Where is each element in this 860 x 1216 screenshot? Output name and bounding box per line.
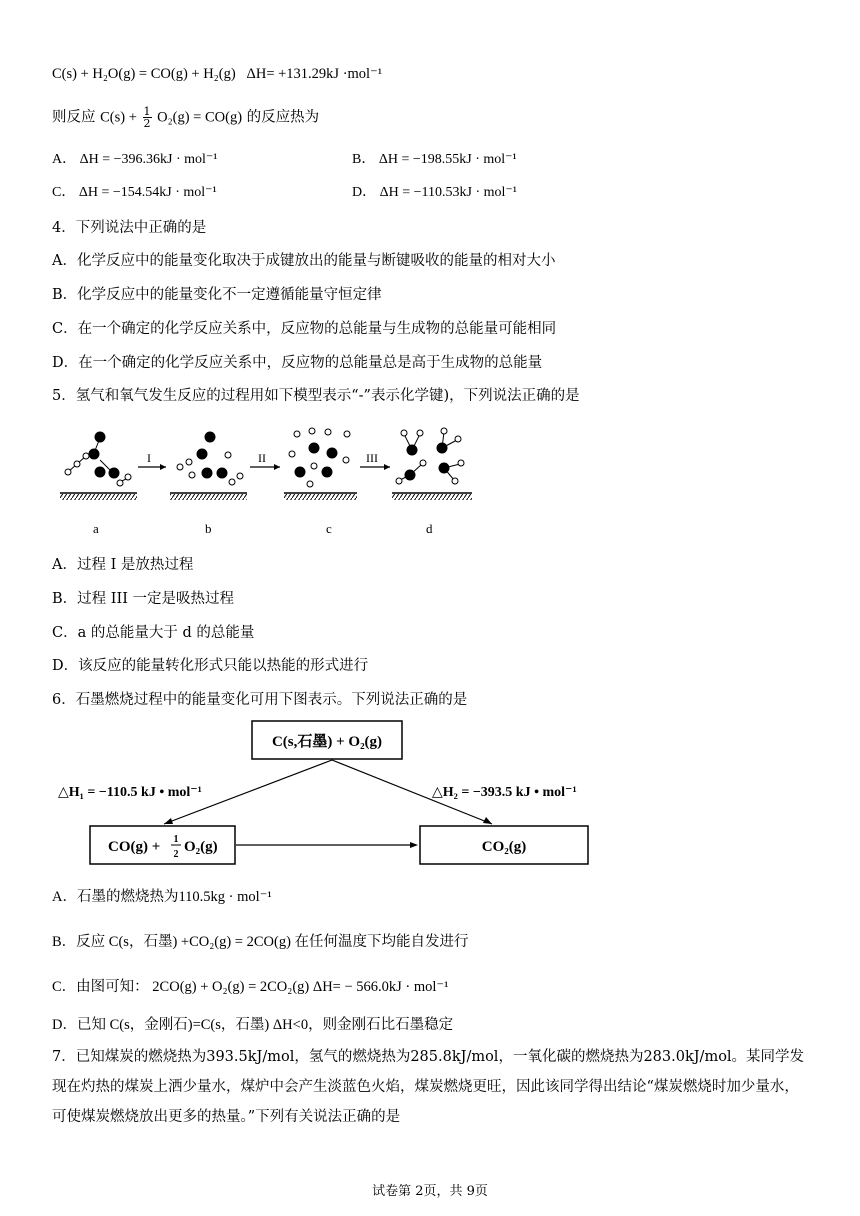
right-box-text: CO₂(g) — [481, 839, 527, 855]
option-text: ΔH = −110.53kJ · mol⁻¹ — [379, 185, 517, 200]
q5-stem: 5．氢气和氧气发生反应的过程用如下模型表示“-”表示化学键)，下列说法正确的是 — [52, 388, 580, 404]
q4-option-a[interactable]: A．化学反应中的能量变化取决于成键放出的能量与断键吸收的能量的相对大小 — [52, 253, 556, 269]
option-letter: D． — [352, 185, 377, 200]
q3-stem-prefix: 则反应 — [52, 109, 96, 126]
q6-option-c[interactable]: C．由图可知： 2CO(g) + O₂(g) = 2CO₂(g) ΔH= − 566.0kJ · mol⁻¹ — [52, 979, 449, 995]
stage-label-b: b — [205, 521, 212, 536]
q4-option-d[interactable]: D．在一个确定的化学反应关系中，反应物的总能量总是高于生成物的总能量 — [52, 355, 543, 371]
q6-option-b[interactable]: B．反应 C(s，石墨) +CO₂(g) = 2CO(g) 在任何温度下均能自发进行 — [52, 934, 469, 950]
stage-label-a: a — [93, 521, 99, 536]
option-text: ΔH = −198.55kJ · mol⁻¹ — [378, 152, 517, 167]
q3-stem-eq-left: C(s) + — [100, 109, 137, 126]
frac-denominator: 2 — [143, 117, 151, 130]
option-text: ΔH = −154.54kJ · mol⁻¹ — [78, 185, 217, 200]
arrow-II — [250, 451, 280, 470]
q3-option-b[interactable] — [352, 150, 517, 170]
page-footer: 试卷第 2页，共 9页 — [372, 1184, 488, 1199]
left-box-frac-num: 1 — [173, 834, 179, 845]
stage-c-molecules — [289, 428, 350, 487]
q5-option-a[interactable]: A．过程 I 是放热过程 — [52, 557, 194, 573]
catalyst-surface-a — [60, 493, 137, 500]
q6-option-d[interactable]: D．已知 C(s，金刚石)=C(s，石墨) ΔH<0，则金刚石比石墨稳定 — [52, 1017, 454, 1033]
option-letter: C． — [52, 185, 76, 200]
dh2-label: △H₂ = −393.5 kJ • mol⁻¹ — [432, 785, 577, 800]
catalyst-surface-c — [284, 493, 357, 500]
half-fraction — [143, 106, 152, 129]
q3-option-c[interactable] — [52, 183, 217, 203]
q3-option-d[interactable] — [352, 183, 517, 203]
q4-option-c[interactable]: C．在一个确定的化学反应关系中，反应物的总能量与生成物的总能量可能相同 — [52, 321, 557, 337]
q3-stem-eq-right: O₂(g) = CO(g) — [157, 109, 243, 126]
arrow-label-I: I — [147, 451, 151, 465]
arrow-I — [138, 451, 166, 470]
q7-stem: 7．已知煤炭的燃烧热为393.5kJ/mol，氢气的燃烧热为285.8kJ/mol，一氧化碳的燃烧热为283.0kJ/mol。某同学发现在灼热的煤炭上洒少量水，煤炉中会产生淡蓝色火焰，煤炭燃烧更旺，因此该同学得出结论“煤炭燃烧时加少量水，可使煤炭燃烧放出更多的热量。”下列有关说法正确的是 — [52, 1049, 805, 1125]
q3-option-a[interactable] — [52, 150, 218, 170]
left-box-prefix: CO(g) + — [108, 839, 161, 855]
q6-energy-diagram — [52, 718, 612, 874]
q3-stem-suffix: 的反应热为 — [246, 109, 320, 126]
arrow-III — [360, 451, 390, 470]
option-text: ΔH = −396.36kJ · mol⁻¹ — [79, 152, 218, 167]
q5-option-d[interactable]: D．该反应的能量转化形式只能以热能的形式进行 — [52, 658, 369, 674]
top-box-text: C(s,石墨) + O₂(g) — [271, 734, 383, 750]
catalyst-surface-b — [170, 493, 247, 500]
left-box-suffix: O₂(g) — [184, 839, 218, 855]
stage-label-c: c — [326, 521, 332, 536]
frac-numerator: 1 — [143, 105, 151, 118]
q3-given-dh-text: ΔH= +131.29kJ ·mol⁻¹ — [246, 66, 383, 82]
stage-a-molecules — [65, 432, 131, 486]
stage-label-d: d — [426, 521, 433, 536]
arrow-label-II: II — [258, 451, 266, 465]
q3-given-eq-text: C(s) + H₂O(g) = CO(g) + H₂(g) — [52, 66, 236, 82]
q6-option-a[interactable]: A．石墨的燃烧热为110.5kg · mol⁻¹ — [52, 889, 272, 905]
arrow-label-III: III — [366, 451, 378, 465]
catalyst-surface-d — [392, 493, 472, 500]
q5-option-b[interactable]: B．过程 III 一定是吸热过程 — [52, 591, 235, 607]
q6-stem: 6．石墨燃烧过程中的能量变化可用下图表示。下列说法正确的是 — [52, 692, 468, 708]
left-box-frac-den: 2 — [173, 849, 179, 860]
q4-option-b[interactable]: B．化学反应中的能量变化不一定遵循能量守恒定律 — [52, 287, 382, 303]
q3-stem — [52, 106, 319, 129]
q3-given-equation — [52, 64, 382, 84]
stage-d-molecules — [396, 428, 464, 484]
q5-molecule-model-figure — [52, 420, 492, 545]
dh1-label: △H₁ = −110.5 kJ • mol⁻¹ — [58, 785, 202, 800]
option-letter: A． — [52, 152, 77, 167]
q4-stem: 4．下列说法中正确的是 — [52, 220, 207, 236]
stage-b-molecules — [177, 432, 243, 485]
option-letter: B． — [352, 152, 376, 167]
q5-option-c[interactable]: C．a 的总能量大于 d 的总能量 — [52, 625, 255, 641]
